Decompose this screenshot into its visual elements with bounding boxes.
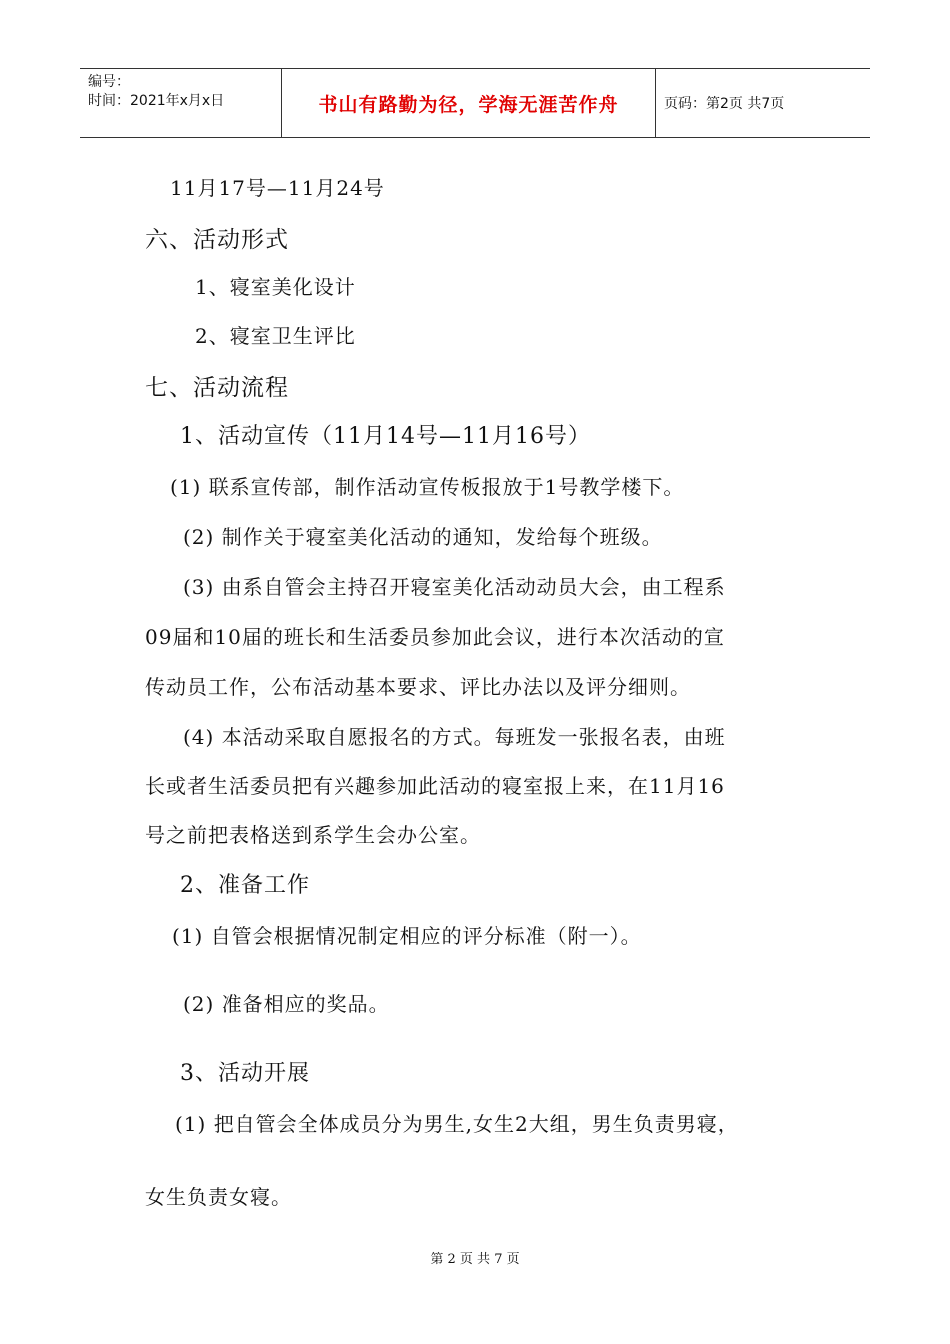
paragraph-line: 女生负责女寝。: [145, 1185, 292, 1209]
paragraph-line: (2) 准备相应的奖品。: [183, 992, 390, 1016]
list-item: 2、寝室卫生评比: [195, 324, 356, 348]
section-heading-activity-process: 七、活动流程: [145, 375, 289, 401]
section-heading-activity-form: 六、活动形式: [145, 227, 289, 253]
page-footer: 第 2 页 共 7 页: [430, 1252, 520, 1267]
paragraph-line: (1) 自管会根据情况制定相应的评分标准（附一）。: [172, 924, 642, 948]
page-header: [80, 68, 870, 138]
paragraph-line: 传动员工作，公布活动基本要求、评比办法以及评分细则。: [145, 675, 691, 699]
list-item: 1、寝室美化设计: [195, 275, 356, 299]
header-meta: [88, 73, 278, 111]
paragraph-line: (2) 制作关于寝室美化活动的通知，发给每个班级。: [183, 525, 663, 549]
subsection-heading-preparation: 2、准备工作: [180, 873, 310, 898]
paragraph-line: (1) 把自管会全体成员分为男生,女生2大组，男生负责男寝，: [175, 1112, 739, 1136]
header-divider: [655, 69, 656, 137]
paragraph-line: 号之前把表格送到系学生会办公室。: [145, 823, 481, 847]
header-page-label: 页码：第2页 共7页: [664, 96, 785, 112]
number-label: 编号：: [88, 74, 130, 90]
time-label: 时间：2021年x月x日: [88, 93, 225, 109]
paragraph-line: (4) 本活动采取自愿报名的方式。每班发一张报名表，由班: [183, 725, 726, 749]
subsection-heading-publicity: 1、活动宣传（11月14号—11月16号）: [180, 424, 591, 449]
paragraph-line: (3) 由系自管会主持召开寝室美化活动动员大会，由工程系: [183, 575, 726, 599]
paragraph-line: 长或者生活委员把有兴趣参加此活动的寝室报上来，在11月16: [145, 774, 725, 798]
header-slogan: 书山有路勤为径，学海无涯苦作舟: [318, 93, 619, 116]
subsection-heading-execution: 3、活动开展: [180, 1061, 310, 1086]
paragraph-line: 09届和10届的班长和生活委员参加此会议，进行本次活动的宣: [145, 625, 725, 649]
date-range-line: 11月17号—11月24号: [170, 176, 385, 200]
paragraph-line: (1) 联系宣传部，制作活动宣传板报放于1号教学楼下。: [170, 475, 685, 499]
